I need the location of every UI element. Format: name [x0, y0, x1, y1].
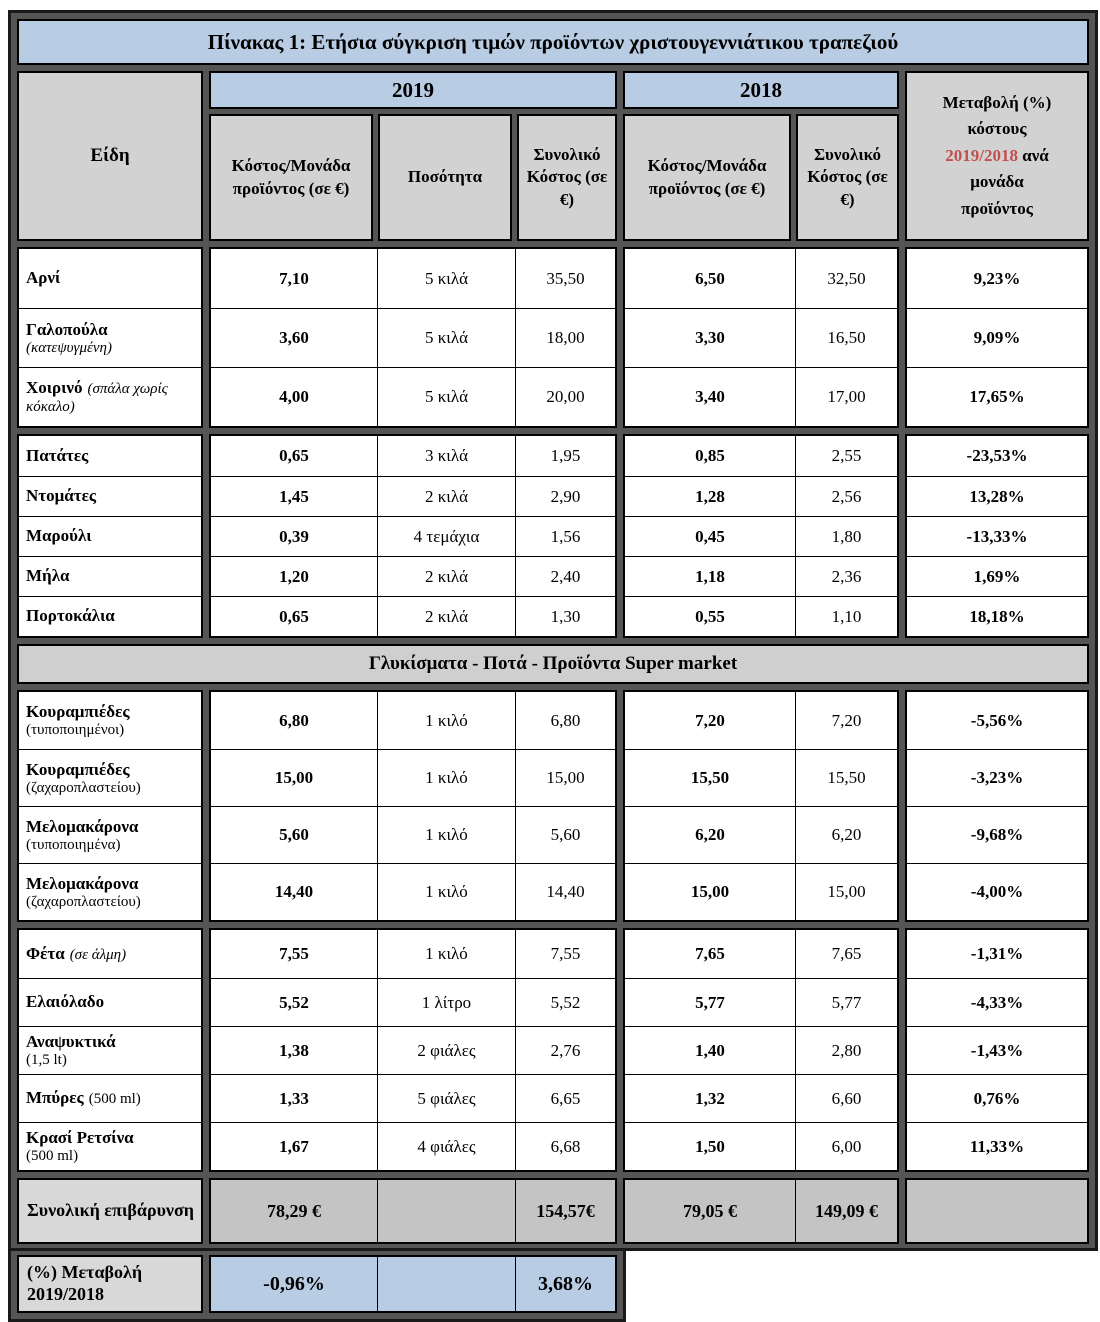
- item-name: Μελομακάρονα: [26, 873, 139, 893]
- change-percent: -5,56%: [970, 710, 1024, 730]
- price-comparison-table: [8, 10, 1098, 1251]
- quantity: 4 τεμάχια: [377, 516, 515, 556]
- quantity: 1 κιλό: [377, 863, 515, 920]
- item-name: Αρνί: [26, 268, 61, 288]
- change-header-line1: Μεταβολή (%): [942, 93, 1052, 113]
- unit-cost-2018: 7,65: [695, 944, 725, 963]
- unit-cost-2018: 0,85: [695, 446, 725, 465]
- total-cost-2019: 1,30: [515, 596, 615, 636]
- change-row-values: [209, 1255, 617, 1313]
- items-column: [17, 247, 203, 428]
- item-name-cell: [19, 308, 201, 367]
- item-name-cell: [19, 436, 201, 476]
- unit-cost-2019: 0,65: [279, 446, 309, 465]
- quantity: 3 κιλά: [377, 436, 515, 476]
- total-cost-2018: 16,50: [795, 308, 897, 367]
- totals-2018: [623, 1178, 899, 1244]
- unit-cost-2018: 15,00: [625, 863, 795, 920]
- totals-row: [17, 1178, 1089, 1244]
- total-cost-2019: 1,56: [515, 516, 615, 556]
- column-header-change: [905, 71, 1089, 241]
- total-cost-2018: 15,50: [795, 749, 897, 806]
- column-header-total-cost-2018: Συνολικό Κόστος (σε €): [796, 114, 899, 241]
- total-cost-2019: 18,00: [515, 308, 615, 367]
- unit-cost-2018: 15,50: [625, 749, 795, 806]
- values-change: [905, 247, 1089, 428]
- total-cost-2018: 6,60: [795, 1074, 897, 1122]
- unit-cost-2019: 7,55: [279, 944, 309, 963]
- unit-cost-2019: 0,39: [211, 516, 377, 556]
- totals-total-cost-2019: 154,57€: [515, 1180, 615, 1242]
- change-summary-block: [8, 1251, 626, 1322]
- change-summary-row: [17, 1255, 617, 1313]
- unit-cost-2018: 6,20: [625, 806, 795, 863]
- unit-cost-2018: 1,28: [625, 476, 795, 516]
- totals-2019: [209, 1178, 617, 1244]
- change-header-line3: 2019/2018 ανά: [945, 145, 1049, 165]
- item-name: Φέτα: [26, 943, 65, 963]
- quantity: 5 κιλά: [377, 367, 515, 426]
- totals-unit-cost-2018: 79,05 €: [683, 1200, 737, 1221]
- change-quantity-empty: [377, 1257, 515, 1311]
- item-name: Ελαιόλαδο: [26, 992, 105, 1012]
- product-group-sweets: [17, 690, 1089, 922]
- unit-cost-2018: 5,77: [625, 978, 795, 1026]
- item-name-cell: [19, 1026, 201, 1074]
- item-name: Κουραμπιέδες: [26, 702, 130, 722]
- change-percent: 9,23%: [973, 268, 1021, 288]
- total-cost-2018: 6,20: [795, 806, 897, 863]
- change-header-line2: κόστους: [967, 119, 1027, 139]
- subheaders-2018: [623, 114, 899, 241]
- item-name-detail: (500 ml): [26, 1148, 79, 1165]
- unit-cost-2018: 0,55: [625, 596, 795, 636]
- item-name: Μήλα: [26, 566, 70, 586]
- item-name-detail: (κατεψυγμένη): [26, 339, 112, 356]
- unit-cost-2019: 5,52: [211, 978, 377, 1026]
- unit-cost-2018: 6,50: [695, 268, 725, 288]
- total-cost-2018: 2,36: [795, 556, 897, 596]
- column-header-unit-cost-2019: Κόστος/Μονάδα προϊόντος (σε €): [209, 114, 373, 241]
- quantity: 2 κιλά: [377, 476, 515, 516]
- total-cost-2018: 32,50: [795, 249, 897, 308]
- unit-cost-2019: 7,10: [279, 268, 309, 288]
- item-name-detail: (τυποποιημένοι): [26, 722, 125, 739]
- unit-cost-2018: 7,20: [695, 710, 725, 730]
- change-row-label: (%) Μεταβολή 2019/2018: [17, 1255, 203, 1313]
- values-change: [905, 928, 1089, 1172]
- quantity: 4 φιάλες: [377, 1122, 515, 1170]
- table-title: Πίνακας 1: Ετήσια σύγκριση τιμών προϊόντων χριστουγεννιάτικου τραπεζιού: [17, 19, 1089, 65]
- item-name-detail: (ζαχαροπλαστείου): [26, 779, 141, 796]
- total-cost-2019: 15,00: [515, 749, 615, 806]
- total-cost-2019: 14,40: [515, 863, 615, 920]
- total-cost-2018: 5,77: [795, 978, 897, 1026]
- change-percent: 18,18%: [907, 596, 1087, 636]
- section-header: Γλυκίσματα - Ποτά - Προϊόντα Super market: [17, 644, 1089, 684]
- quantity: 1 κιλό: [377, 930, 515, 978]
- column-header-2019: 2019: [209, 71, 617, 109]
- total-cost-2019: 6,80: [515, 692, 615, 749]
- totals-change: [905, 1178, 1089, 1244]
- table-header: [17, 71, 1089, 241]
- total-cost-2019: 6,65: [515, 1074, 615, 1122]
- total-cost-2019: 35,50: [515, 249, 615, 308]
- change-percent: 9,09%: [907, 308, 1087, 367]
- values-2018: [623, 247, 899, 428]
- totals-quantity-empty: [377, 1180, 515, 1242]
- item-name-detail: (σε άλμη): [69, 946, 127, 963]
- item-name-cell: [19, 596, 201, 636]
- unit-cost-2019: 3,60: [211, 308, 377, 367]
- item-name-cell: [19, 516, 201, 556]
- change-percent: -9,68%: [907, 806, 1087, 863]
- values-2019: [209, 434, 617, 638]
- values-change: [905, 434, 1089, 638]
- unit-cost-2019: 4,00: [211, 367, 377, 426]
- item-name: Κουραμπιέδες: [26, 759, 130, 779]
- item-name: Κρασί Ρετσίνα: [26, 1128, 134, 1148]
- column-group-2019: [209, 71, 617, 241]
- column-header-total-cost-2019: Συνολικό Κόστος (σε €): [517, 114, 617, 241]
- total-cost-2019: 2,76: [515, 1026, 615, 1074]
- totals-unit-cost-2019: 78,29 €: [267, 1200, 321, 1221]
- unit-cost-2018: 1,18: [625, 556, 795, 596]
- change-header-line5: προϊόντος: [961, 198, 1033, 218]
- column-header-2018: 2018: [623, 71, 899, 109]
- item-name-cell: [19, 1074, 201, 1122]
- total-cost-2019: 1,95: [515, 436, 615, 476]
- unit-cost-2018: 0,45: [625, 516, 795, 556]
- section-band: [17, 644, 1089, 684]
- totals-label: Συνολική επιβάρυνση: [17, 1178, 203, 1244]
- change-percent: 17,65%: [907, 367, 1087, 426]
- item-name-detail: (ζαχαροπλαστείου): [26, 893, 141, 910]
- total-cost-2019: 20,00: [515, 367, 615, 426]
- item-name: Μπύρες: [26, 1088, 84, 1108]
- quantity: 1 κιλό: [377, 692, 515, 749]
- item-name-cell: [19, 806, 201, 863]
- change-header-years-highlight: 2019/2018: [945, 145, 1018, 165]
- values-change: [905, 690, 1089, 922]
- item-name-detail: (1,5 lt): [26, 1052, 67, 1069]
- quantity: 2 κιλά: [377, 556, 515, 596]
- column-group-2018: [623, 71, 899, 241]
- items-label: Είδη: [90, 145, 130, 166]
- change-percent: -1,43%: [907, 1026, 1087, 1074]
- unit-cost-2019: 1,45: [211, 476, 377, 516]
- item-name-detail: (σπάλα χωρίς κόκαλο): [26, 380, 168, 415]
- quantity: 5 κιλά: [377, 308, 515, 367]
- total-cost-2018: 2,55: [795, 436, 897, 476]
- total-cost-2018: 7,20: [795, 692, 897, 749]
- column-header-items: [17, 71, 203, 241]
- item-name: Γαλοπούλα: [26, 319, 108, 339]
- unit-cost-2019: 1,67: [211, 1122, 377, 1170]
- unit-cost-2019: 15,00: [211, 749, 377, 806]
- change-percent: -1,31%: [970, 944, 1024, 963]
- quantity: 2 κιλά: [377, 596, 515, 636]
- total-cost-2019: 6,68: [515, 1122, 615, 1170]
- item-name-cell: [19, 249, 201, 308]
- quantity: 1 κιλό: [377, 749, 515, 806]
- item-name-detail: (500 ml): [88, 1091, 141, 1108]
- total-cost-2018: 1,10: [795, 596, 897, 636]
- item-name-cell: [19, 1122, 201, 1170]
- title-band: [17, 19, 1089, 65]
- unit-cost-2019: 0,65: [211, 596, 377, 636]
- values-2019: [209, 928, 617, 1172]
- change-percent: 0,76%: [907, 1074, 1087, 1122]
- change-percent: 13,28%: [907, 476, 1087, 516]
- change-percent: 11,33%: [907, 1122, 1087, 1170]
- quantity: 2 φιάλες: [377, 1026, 515, 1074]
- item-name: Πορτοκάλια: [26, 606, 115, 626]
- item-name: Μαρούλι: [26, 526, 92, 546]
- unit-cost-2019: 1,33: [211, 1074, 377, 1122]
- totals-total-cost-2018: 149,09 €: [795, 1180, 897, 1242]
- item-name-cell: [19, 476, 201, 516]
- unit-cost-2019: 14,40: [211, 863, 377, 920]
- total-cost-2019: 7,55: [515, 930, 615, 978]
- subheaders-2019: [209, 114, 617, 241]
- values-2019: [209, 247, 617, 428]
- column-header-quantity: Ποσότητα: [378, 114, 512, 241]
- quantity: 1 λίτρο: [377, 978, 515, 1026]
- item-name-cell: [19, 749, 201, 806]
- items-column: [17, 434, 203, 638]
- product-group-meats: [17, 247, 1089, 428]
- unit-cost-2018: 3,30: [625, 308, 795, 367]
- values-2018: [623, 928, 899, 1172]
- item-name-cell: [19, 930, 201, 978]
- item-name-cell: [19, 367, 201, 426]
- change-percent: -4,33%: [907, 978, 1087, 1026]
- item-name: Πατάτες: [26, 445, 89, 465]
- values-2019: [209, 690, 617, 922]
- change-total-cost-percent: 3,68%: [515, 1257, 615, 1311]
- total-cost-2019: 2,90: [515, 476, 615, 516]
- change-percent: 1,69%: [907, 556, 1087, 596]
- item-name: Αναψυκτικά: [26, 1032, 116, 1052]
- total-cost-2018: 17,00: [795, 367, 897, 426]
- item-name-detail: (τυποποιημένα): [26, 836, 121, 853]
- total-cost-2018: 1,80: [795, 516, 897, 556]
- change-percent: -23,53%: [966, 446, 1028, 465]
- item-name: Χοιρινό: [26, 377, 83, 397]
- item-name-cell: [19, 863, 201, 920]
- total-cost-2019: 5,52: [515, 978, 615, 1026]
- column-header-unit-cost-2018: Κόστος/Μονάδα προϊόντος (σε €): [623, 114, 791, 241]
- change-percent: -13,33%: [907, 516, 1087, 556]
- totals-change-empty: [907, 1180, 1087, 1242]
- unit-cost-2018: 1,40: [625, 1026, 795, 1074]
- total-cost-2018: 6,00: [795, 1122, 897, 1170]
- change-header-line4: μονάδα: [970, 172, 1024, 192]
- total-cost-2019: 2,40: [515, 556, 615, 596]
- item-name-cell: [19, 692, 201, 749]
- items-column: [17, 928, 203, 1172]
- unit-cost-2019: 1,20: [211, 556, 377, 596]
- change-percent: -4,00%: [907, 863, 1087, 920]
- unit-cost-2018: 3,40: [625, 367, 795, 426]
- unit-cost-2019: 1,38: [211, 1026, 377, 1074]
- unit-cost-2018: 1,50: [625, 1122, 795, 1170]
- quantity: 1 κιλό: [377, 806, 515, 863]
- product-group-produce: [17, 434, 1089, 638]
- total-cost-2018: 2,56: [795, 476, 897, 516]
- change-unit-cost-percent: -0,96%: [263, 1272, 325, 1295]
- total-cost-2018: 7,65: [795, 930, 897, 978]
- values-2018: [623, 434, 899, 638]
- quantity: 5 κιλά: [377, 249, 515, 308]
- values-2018: [623, 690, 899, 922]
- total-cost-2018: 2,80: [795, 1026, 897, 1074]
- items-column: [17, 690, 203, 922]
- total-cost-2019: 5,60: [515, 806, 615, 863]
- total-cost-2018: 15,00: [795, 863, 897, 920]
- change-percent: -3,23%: [907, 749, 1087, 806]
- unit-cost-2019: 6,80: [279, 710, 309, 730]
- item-name: Μελομακάρονα: [26, 816, 139, 836]
- unit-cost-2019: 5,60: [211, 806, 377, 863]
- item-name-cell: [19, 978, 201, 1026]
- item-name-cell: [19, 556, 201, 596]
- item-name: Ντομάτες: [26, 486, 97, 506]
- product-group-staples-drinks: [17, 928, 1089, 1172]
- quantity: 5 φιάλες: [377, 1074, 515, 1122]
- unit-cost-2018: 1,32: [625, 1074, 795, 1122]
